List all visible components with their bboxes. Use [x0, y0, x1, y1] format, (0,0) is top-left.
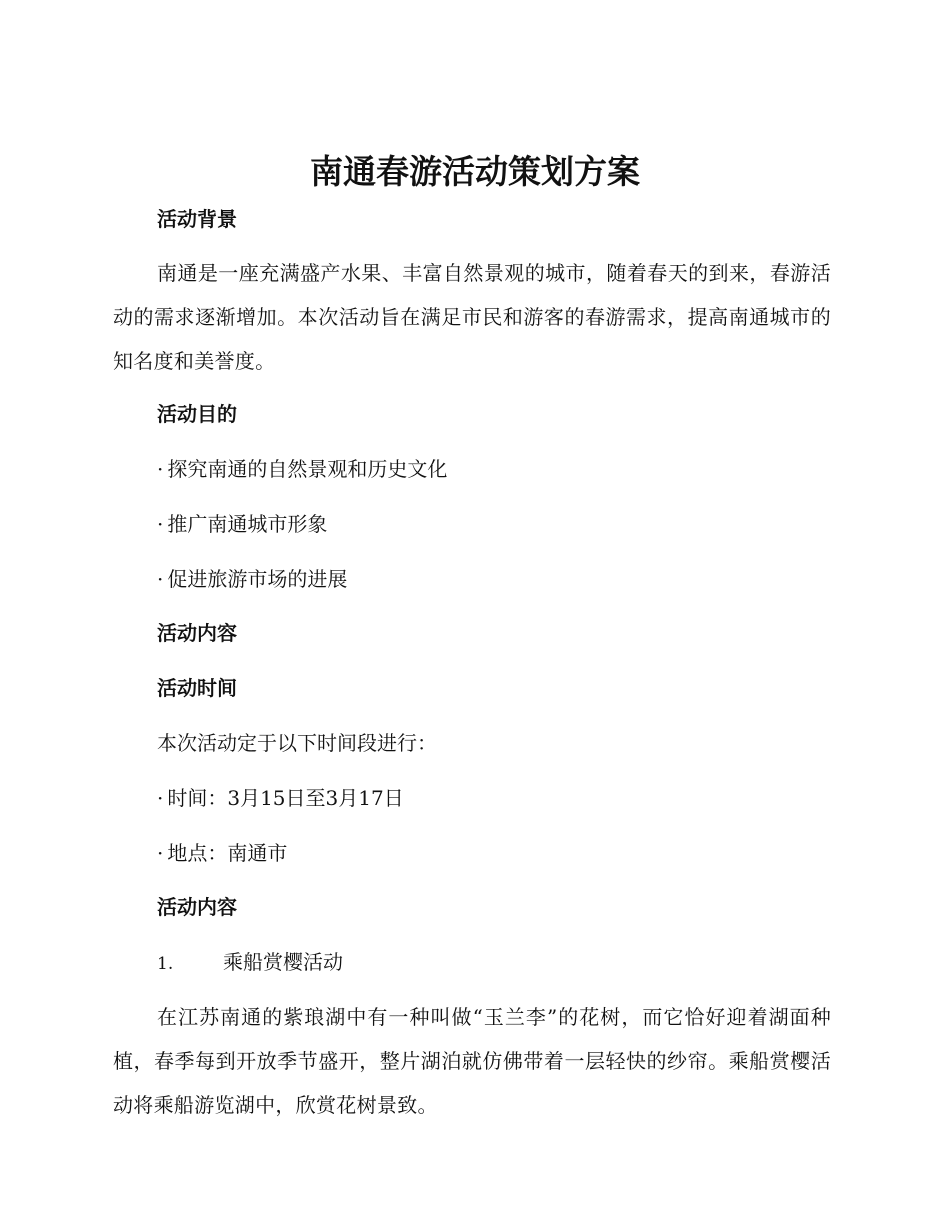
list-item: [157, 564, 347, 594]
document-title: 南通春游活动策划方案: [310, 152, 640, 191]
list-item-text: 乘船赏樱活动: [223, 950, 343, 974]
numbered-list-item: [157, 947, 343, 979]
list-item-text: 时间：3月15日至3月17日: [167, 786, 404, 810]
heading-content: 活动内容: [157, 621, 237, 645]
list-item: [157, 838, 287, 868]
heading-time: 活动时间: [157, 676, 237, 700]
bullet-icon: ·: [157, 786, 164, 810]
heading-purpose: 活动目的: [157, 402, 237, 426]
bullet-icon: ·: [157, 567, 164, 591]
list-item: [157, 454, 447, 484]
list-item: [157, 509, 327, 539]
heading-content-detail: 活动内容: [157, 895, 237, 919]
list-item-text: 地点：南通市: [167, 841, 288, 865]
list-item-text: 促进旅游市场的进展: [167, 567, 348, 591]
list-item-text: 推广南通城市形象: [167, 512, 328, 536]
paragraph-background: 南通是一座充满盛产水果、丰富自然景观的城市，随着春天的到来，春游活动的需求逐渐增加。本次活动旨在满足市民和游客的春游需求，提高南通城市的知名度和美誉度。: [113, 261, 831, 373]
heading-background: 活动背景: [157, 207, 237, 231]
list-item-text: 探究南通的自然景观和历史文化: [167, 457, 448, 481]
time-intro-text: 本次活动定于以下时间段进行：: [157, 731, 437, 755]
list-item: [157, 783, 404, 813]
paragraph-boat: 在江苏南通的紫琅湖中有一种叫做“玉兰李”的花树，而它恰好迎着湖面种植，春季每到开放季节盛开，整片湖泊就仿佛带着一层轻快的纱帘。乘船赏樱活动将乘船游览湖中，欣赏花树景致。: [113, 1005, 831, 1117]
list-number: 1.: [157, 954, 174, 974]
bullet-icon: ·: [157, 841, 164, 865]
bullet-icon: ·: [157, 512, 164, 536]
bullet-icon: ·: [157, 457, 164, 481]
